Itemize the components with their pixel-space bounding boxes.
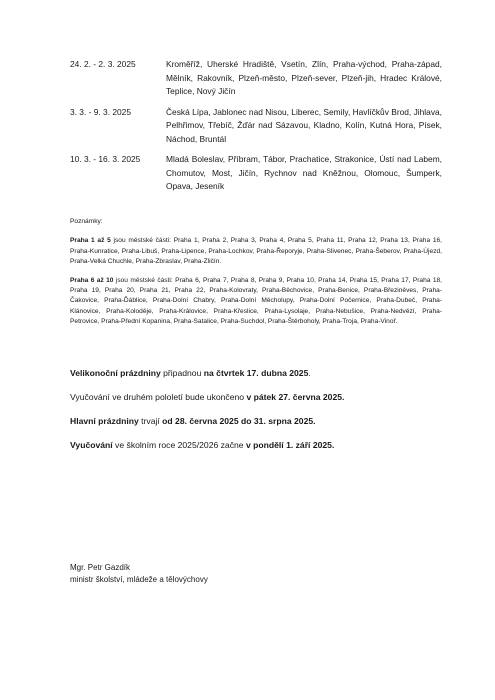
note-bold-label: Praha 1 až 5 xyxy=(70,237,111,245)
school-start-line xyxy=(70,439,442,451)
easter-date: na čtvrtek 17. dubna 2025 xyxy=(203,368,309,378)
start-date: v pondělí 1. září 2025. xyxy=(245,440,335,450)
schedule-dates: 24. 2. - 2. 3. 2025 xyxy=(70,59,136,69)
note-text: jsou městské části: Praha 6, Praha 7, Praha 8, Praha 9, Praha 10, Praha 14, Praha 15, Praha 17, Praha 18, Praha 19, Praha 20, Praha 21, Praha 22, Praha-Kolovraty, Praha-Běchovice, Praha-Benice, Praha-Březiněves, Praha-Čakovice, Praha-Ďáblice, Praha-Dolní Chabry, Praha-Dolní Měcholupy, Praha-Dolní Počernice, Praha-Dubeč, Praha-Klánovice, Praha-Koloděje, Praha-Královice, Praha-Křeslice, Praha-Lysolaje, Praha-Nebušice, Praha-Nedvězí, Praha-Petrovice, Praha-Přední Kopanina, Praha-Satalice, Praha-Suchdol, Praha-Štěrboholy, Praha-Troja, Praha-Vinoř. xyxy=(70,276,442,326)
holiday-schedule-table xyxy=(70,58,442,194)
schedule-dates: 3. 3. - 9. 3. 2025 xyxy=(70,106,131,117)
easter-label: Velikonoční prázdniny xyxy=(70,368,161,378)
term-end-line xyxy=(70,391,442,403)
note-bold-label: Praha 6 až 10 xyxy=(70,276,114,284)
schedule-regions: Česká Lípa, Jablonec nad Nisou, Liberec, Semily, Havlíčkův Brod, Jihlava, Pelhřimov, Třebíč, Žďár nad Sázavou, Kladno, Kolín, Kutná Hora, Písek, Náchod, Bruntál xyxy=(166,106,442,144)
schedule-regions: Mladá Boleslav, Příbram, Tábor, Prachatice, Strakonice, Ústí nad Labem, Chomutov, Most, Jičín, Rychnov nad Kněžnou, Olomouc, Šumperk, Opava, Jeseník xyxy=(166,154,442,191)
easter-holiday-line xyxy=(70,367,442,379)
start-text: ve školním roce 2025/2026 začne xyxy=(112,440,246,450)
signatory-role: ministr školství, mládeže a tělovýchovy xyxy=(70,575,208,584)
start-label: Vyučování xyxy=(70,440,113,450)
table-row xyxy=(70,58,442,99)
term-text: Vyučování ve druhém pololetí bude ukončeno xyxy=(70,392,247,402)
note-prague-6-10 xyxy=(70,276,442,328)
term-date: v pátek 27. června 2025. xyxy=(246,392,345,402)
holiday-info-section xyxy=(70,367,442,463)
summer-text: trvají xyxy=(138,416,163,426)
table-row xyxy=(70,146,442,194)
signatory-name: Mgr. Petr Gazdík xyxy=(70,563,131,572)
note-text: jsou městské části: Praha 1, Praha 2, Praha 3, Praha 4, Praha 5, Praha 11, Praha 12, Praha 13, Praha 16, Praha-Kunratice, Praha-Libuš, Praha-Lipence, Praha-Lochkov, Praha-Řeporyje, Praha-Slivenec, Praha-Šeberov, Praha-Újezd, Praha-Velká Chuchle, Praha-Zbraslav, Praha-Zličín. xyxy=(70,237,442,266)
summer-holiday-line xyxy=(70,415,442,427)
table-row xyxy=(70,99,442,147)
summer-date: od 28. června 2025 do 31. srpna 2025. xyxy=(162,416,316,426)
notes-section xyxy=(70,217,442,336)
schedule-dates: 10. 3. - 16. 3. 2025 xyxy=(70,154,141,164)
note-prague-1-5 xyxy=(70,236,442,267)
notes-title: Poznámky: xyxy=(70,218,103,225)
schedule-regions: Kroměříž, Uherské Hradiště, Vsetín, Zlín, Praha-východ, Praha-západ, Mělník, Rakovník, Plzeň-město, Plzeň-sever, Plzeň-jih, Hradec Králové, Teplice, Nový Jičín xyxy=(166,59,442,96)
easter-text: připadnou xyxy=(160,368,204,378)
summer-label: Hlavní prázdniny xyxy=(70,416,139,426)
easter-end: . xyxy=(308,368,311,378)
signature-block xyxy=(70,562,208,586)
